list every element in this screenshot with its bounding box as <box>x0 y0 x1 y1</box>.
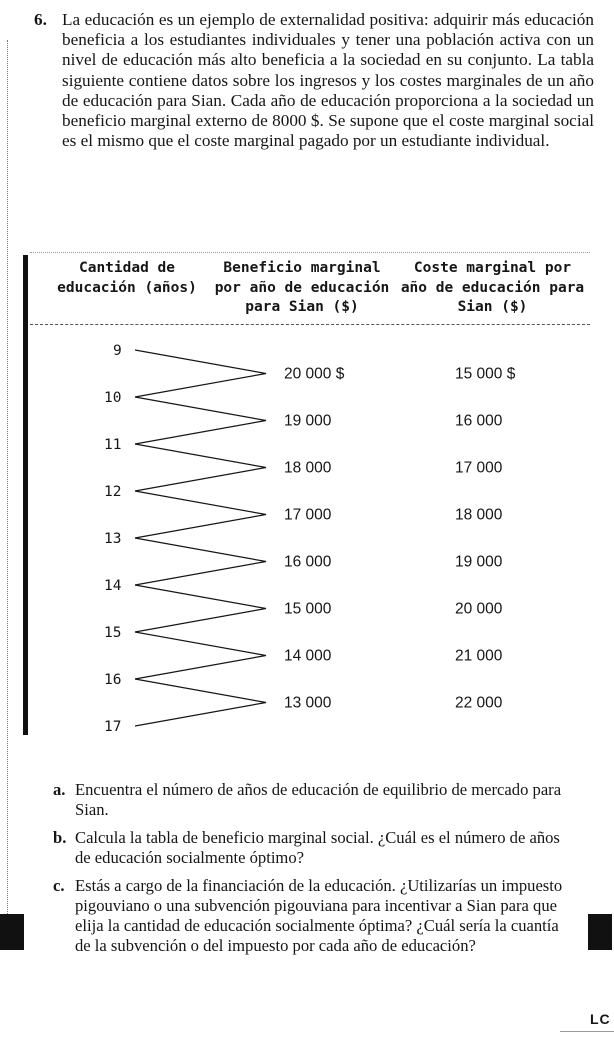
marginal-cost-value: 22 000 <box>455 694 503 712</box>
marginal-benefit-value: 20 000 $ <box>284 365 345 383</box>
marginal-benefit-value: 18 000 <box>284 459 332 477</box>
question-a-label: a. <box>53 780 66 799</box>
marginal-benefit-value: 19 000 <box>284 412 332 430</box>
question-b <box>53 828 573 868</box>
header-quantity: Cantidad de educación (años) <box>57 260 197 296</box>
header-marginal-cost: Coste marginal por año de educación para Sian ($) <box>400 260 585 315</box>
question-b-label: b. <box>53 828 67 847</box>
year-label: 13 <box>104 531 122 547</box>
question-a <box>53 780 573 820</box>
marginal-cost-value: 19 000 <box>455 553 503 571</box>
right-margin-tab <box>588 914 612 950</box>
marginal-cost-value: 15 000 $ <box>455 365 516 383</box>
marginal-benefit-value: 13 000 <box>284 694 332 712</box>
question-list <box>53 780 573 964</box>
year-label: 14 <box>104 578 122 594</box>
benefit-column <box>284 366 345 712</box>
marginal-benefit-value: 15 000 <box>284 600 332 618</box>
left-margin-tab <box>0 914 24 950</box>
marginal-cost-value: 18 000 <box>455 506 503 524</box>
question-c-label: c. <box>53 876 65 895</box>
marginal-cost-value: 21 000 <box>455 647 503 665</box>
zigzag-segment <box>135 350 266 397</box>
zigzag-connectors <box>135 350 266 726</box>
corner-running-head: LC <box>590 1011 611 1027</box>
question-a-text: Encuentra el número de años de educación de equilibrio de mercado para Sian. <box>75 780 562 819</box>
year-column <box>104 343 122 735</box>
year-label: 16 <box>104 672 122 688</box>
bottom-rule <box>560 1031 614 1032</box>
question-b-text: Calcula la tabla de beneficio marginal social. ¿Cuál es el número de años de educación socialmente óptimo? <box>75 828 560 867</box>
marginal-benefit-value: 16 000 <box>284 553 332 571</box>
year-label: 12 <box>104 484 122 500</box>
zigzag-segment <box>135 632 266 679</box>
zigzag-segment <box>135 585 266 632</box>
year-label: 11 <box>104 437 122 453</box>
marginal-benefit-value: 14 000 <box>284 647 332 665</box>
marginal-benefit-value: 17 000 <box>284 506 332 524</box>
zigzag-segment <box>135 397 266 444</box>
cost-column <box>455 366 516 712</box>
year-label: 15 <box>104 625 122 641</box>
zigzag-segment <box>135 538 266 585</box>
question-c <box>53 876 573 956</box>
header-marginal-benefit: Beneficio marginal por año de educación para Sian ($) <box>214 260 390 315</box>
year-label: 10 <box>104 390 122 406</box>
zigzag-segment <box>135 491 266 538</box>
zigzag-segment <box>135 679 266 726</box>
year-label: 9 <box>113 343 122 359</box>
zigzag-segment <box>135 444 266 491</box>
problem-number: 6. <box>34 10 47 29</box>
year-label: 17 <box>104 719 122 735</box>
marginal-cost-value: 17 000 <box>455 459 503 477</box>
marginal-cost-value: 16 000 <box>455 412 503 430</box>
problem-text: La educación es un ejemplo de externalidad positiva: adquirir más educación beneficia a los estudiantes individuales y tener una población activa con un nivel de educación más alto beneficia a la sociedad en su conjunto. La tabla siguiente contiene datos sobre los ingresos y los costes marginales de un año de educación para Sian. Cada año de educación proporciona a la sociedad un beneficio marginal externo de 8000 $. Se supone que el coste marginal social es el mismo que el coste marginal pagado por un estudiante individual. <box>62 10 594 151</box>
question-c-text: Estás a cargo de la financiación de la educación. ¿Utilizarías un impuesto pigouviano o una subvención pigouviana para incentivar a Sian para que elija la cantidad de educación socialmente óptima? ¿Cuál sería la cuantía de la subvención o del impuesto por cada año de educación? <box>75 876 563 955</box>
marginal-cost-value: 20 000 <box>455 600 503 618</box>
